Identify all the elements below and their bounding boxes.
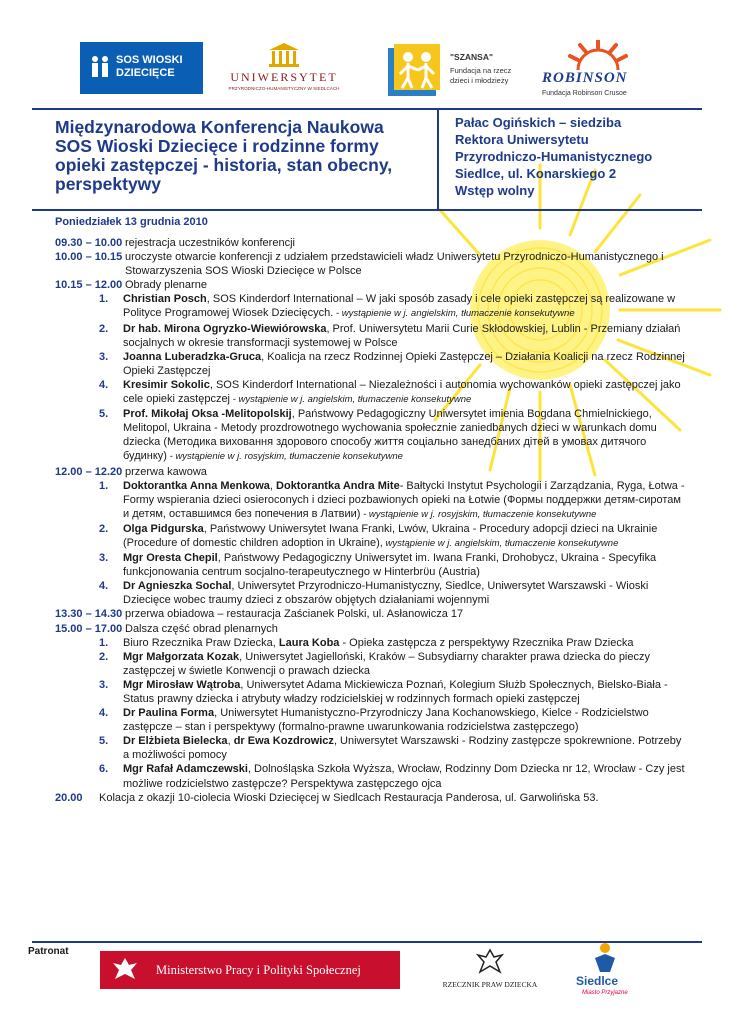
talk-item	[99, 734, 685, 762]
robinson-name: ROBINSON	[542, 70, 628, 86]
talk-details: , Uniwersytet Adama Mickiewicza Poznań, Kolegium Służb Społecznych, Bielsko-Biała - Status prawny dziecka i atrybuty władzy rodzicielskiej w rodzinnych formach opieki zastępczej	[123, 678, 668, 705]
speaker-name: Mgr Oresta Chepil	[123, 552, 218, 565]
schedule-row	[55, 278, 685, 292]
robinson-logo	[538, 40, 658, 100]
schedule-row	[55, 622, 685, 636]
siedlce-logo	[572, 942, 642, 1002]
robinson-subtitle: Fundacja Robinson Crusoe	[542, 90, 627, 97]
speaker-name: Mgr Rafał Adamczewski	[123, 763, 248, 776]
session-time: 13.30 – 14.30	[55, 608, 123, 621]
talk-item	[99, 706, 685, 734]
talk-text	[123, 522, 685, 551]
top-rule	[32, 108, 702, 110]
talk-number: 4.	[99, 378, 109, 391]
talk-number: 4.	[99, 707, 109, 720]
talk-number: 3.	[99, 552, 109, 565]
talk-details: , Uniwersytet Jagielloński, Kraków – Subsydiarny charakter prawa dziecka do pieczy zastępczej w świetle Konwencji o prawach dziecka	[123, 650, 650, 677]
talk-details: , Koalicja na rzecz Rodzinnej Opieki Zastępczej – Działania Koalicji na rzecz Rodzinnej Opieki Zastępczej	[123, 350, 685, 377]
venue-line-2: Rektora Uniwersytetu	[455, 132, 589, 147]
talk-text	[123, 650, 685, 678]
talk-details: , Uniwersytet Humanistyczno-Przyrodniczy Jana Kochanowskiego, Kielce - Rodzicielstwo zastępcze – stan i perspektywy (formalno-prawne uwarunkowania rodzicielstwa zastępczego)	[123, 707, 649, 734]
robinson-sun-icon	[568, 40, 628, 72]
schedule-row	[55, 465, 685, 479]
talk-item	[99, 762, 685, 790]
szansa-title: "SZANSA"	[450, 52, 494, 62]
schedule-row	[55, 791, 685, 805]
siedlce-slogan: Miasto Przyjazne	[582, 990, 628, 996]
children-icon	[88, 54, 112, 80]
session-desc: przerwa kawowa	[125, 465, 207, 478]
talk-note: wystąpienie w j. angielskim, tłumaczenie konsekutywne	[382, 537, 619, 549]
talk-details: , Uniwersytet Warszawski - Rodziny zastępcze spokrewnione. Potrzeby a możliwości pomocy	[123, 735, 682, 762]
schedule-row	[55, 236, 685, 250]
talk-text	[123, 551, 685, 579]
talk-text	[123, 292, 685, 321]
session-time: 09.30 – 10.00	[55, 237, 123, 249]
talk-number: 6.	[99, 763, 109, 776]
talk-item	[99, 551, 685, 579]
talk-item	[99, 636, 685, 650]
talk-text	[123, 706, 685, 734]
schedule-row	[55, 607, 685, 621]
children-figures-icon	[396, 50, 438, 90]
speaker-separator: ,	[227, 735, 234, 748]
session-time: 20.00	[55, 791, 83, 804]
ombudsman-logo	[430, 948, 550, 992]
talk-text	[123, 678, 685, 706]
speaker-name: Christian Posch	[123, 293, 207, 306]
program-schedule	[55, 236, 685, 805]
siedlce-figure-icon	[592, 942, 618, 974]
siedlce-name: Siedlce	[576, 974, 619, 988]
venue-block	[455, 114, 715, 199]
szansa-subtitle: Fundacja na rzecz dzieci i młodzieży	[450, 66, 512, 85]
session-desc: uroczyste otwarcie konferencji z udziałem przedstawicieli władz Uniwersytetu Przyrodniczo-Humanistycznego i Stowarzyszenia SOS Wioski Dziecięce w Polsce	[125, 251, 664, 278]
talk-note: - wystąpienie w j. angielskim, tłumaczenie konsekutywne	[230, 394, 472, 406]
talk-details: , SOS Kinderdorf International – Niezależności i autonomia wychowanków opieki zastępczej jako cele opieki zastępczej	[123, 378, 681, 406]
talk-item	[99, 350, 685, 378]
talk-text	[123, 579, 685, 607]
speaker-separator: ,	[269, 479, 277, 492]
speaker-name: Laura Koba	[278, 636, 340, 649]
eagle-icon	[476, 948, 504, 978]
talk-note: - wystąpienie w j. rosyjskim, tłumaczenie konsekutywne	[360, 508, 597, 520]
talk-text	[123, 636, 685, 650]
university-subtitle: PRZYRODNICZO-HUMANISTYCZNY W SIEDLCACH	[228, 86, 340, 91]
talk-details: , Prof. Uniwersytetu Marii Curie Skłodowskiej, Lublin - Przemiany działań socjalnych w okresie transformacji systemowej w Polsce	[123, 322, 681, 349]
speaker-name-2: dr Ewa Kozdrowicz	[233, 735, 334, 748]
talk-note: - wystąpienie w j. angielskim, tłumaczenie konsekutywne	[333, 308, 575, 320]
talk-number: 5.	[99, 408, 109, 421]
conference-date: Poniedziałek 13 grudnia 2010	[55, 216, 208, 228]
talk-number: 2.	[99, 522, 109, 535]
talk-number: 1.	[99, 293, 109, 306]
session-time: 10.00 – 10.15	[55, 251, 123, 264]
venue-line-5: Wstęp wolny	[455, 183, 535, 198]
speaker-name: Dr Paulina Forma	[123, 707, 215, 720]
session-desc: Dalsza część obrad plenarnych	[125, 622, 278, 635]
university-building-icon	[268, 42, 300, 68]
speaker-name: Dr Agnieszka Sochal	[123, 580, 232, 593]
university-name: UNIWERSYTET	[230, 70, 338, 84]
ministry-name: Ministerstwo Pracy i Polityki Społecznej	[156, 963, 361, 977]
patronat-label: Patronat	[28, 946, 69, 957]
talk-details: , SOS Kinderdorf International – W jaki sposób zasady i cele opieki zastępczej są realizowane w Polityce Programowej Wiosek Dziecięcych.	[123, 293, 676, 320]
talk-item	[99, 407, 685, 464]
talk-number: 3.	[99, 350, 109, 363]
speaker-name: Olga Pidgurska	[123, 522, 204, 535]
talk-details: , Dolnośląska Szkoła Wyższa, Wrocław, Rodzinny Dom Dziecka nr 12, Wrocław - Czy jest możliwe rodzicielstwo zastępcze? Perspektywa zastępczego ojca	[123, 763, 685, 790]
talk-text	[123, 378, 685, 407]
talk-text	[123, 322, 685, 350]
header-bottom-rule	[32, 209, 702, 211]
talk-text	[123, 762, 685, 790]
sos-wioski-logo	[80, 42, 203, 94]
session-desc: rejestracja uczestników konferencji	[125, 237, 295, 249]
talk-text	[123, 734, 685, 762]
talk-item	[99, 522, 685, 551]
ombudsman-name: RZECZNIK PRAW DZIECKA	[442, 980, 538, 989]
speaker-name: Joanna Luberadzka-Gruca	[123, 350, 262, 363]
university-logo	[218, 42, 350, 98]
session-time: 10.15 – 12.00	[55, 279, 123, 292]
talk-item	[99, 650, 685, 678]
speaker-name: Dr Elżbieta Bielecka	[123, 735, 228, 748]
conference-title: Międzynarodowa Konferencja Naukowa SOS Wioski Dziecięce i rodzinne formy opieki zastępczej - historia, stan obecny, perspektywy	[55, 117, 393, 194]
talk-item	[99, 378, 685, 407]
speaker-name: Mgr Mirosław Wątroba	[123, 678, 241, 691]
talk-text	[123, 350, 685, 378]
venue-line-4: Siedlce, ul. Konarskiego 2	[455, 166, 617, 181]
venue-line-1: Pałac Ogińskich – siedziba	[455, 115, 622, 130]
talk-item	[99, 678, 685, 706]
venue-line-3: Przyrodniczo-Humanistycznego	[455, 149, 653, 164]
talk-number: 2.	[99, 322, 109, 335]
talk-text	[123, 407, 685, 464]
talk-item	[99, 292, 685, 321]
talk-text	[123, 479, 685, 522]
sos-logo-text: SOS WIOSKI DZIECIĘCE	[116, 54, 183, 79]
talk-details: , Państwowy Uniwersytet Iwana Franki, Lwów, Ukraina - Procedury adopcji dzieci na Ukrainie (Procedure of domestic children adoption in Ukraine),	[123, 522, 658, 549]
talk-number: 1.	[99, 479, 109, 492]
session-desc: przerwa obiadowa – restauracja Zaścianek Polski, ul. Asłanowicza 17	[125, 608, 464, 621]
eagle-emblem-icon	[110, 955, 140, 985]
session-time: 12.00 – 12.20	[55, 465, 123, 478]
vertical-divider	[437, 108, 439, 210]
talk-item	[99, 322, 685, 350]
talk-item	[99, 479, 685, 522]
talk-number: 2.	[99, 650, 109, 663]
talk-note: - wystąpienie w j. rosyjskim, tłumaczenie konsekutywne	[166, 451, 403, 463]
talk-details: , Uniwersytet Przyrodniczo-Humanistyczny, Siedlce, Uniwersytet Warszawski - Wioski Dziecięce wobec traumy dzieci z obszarów objętych działaniami wojennymi	[123, 580, 649, 607]
session-time: 15.00 – 17.00	[55, 622, 123, 635]
speaker-name: Prof. Mikołaj Oksa -Melitopolskij	[123, 408, 292, 421]
talk-number: 3.	[99, 678, 109, 691]
speaker-name: Doktorantka Anna Menkowa	[123, 479, 270, 492]
schedule-row	[55, 250, 685, 278]
talk-details: , Państwowy Pedagogiczny Uniwersytet imienia Bogdana Chmielnickiego, Melitopol, Ukraina - Metody prozdrowotnego wychowania społecznie zaniedbanych dzieci w warunkach domu dziecka (Методика виховання здорового способу життя соціально занедбаних дітей в умовах дитячого будинку)	[123, 408, 657, 463]
talk-prefix: Biuro Rzecznika Praw Dziecka,	[123, 636, 279, 649]
talk-details: - Opieka zastępcza z perspektywy Rzecznika Praw Dziecka	[339, 636, 634, 649]
talk-details: , Państwowy Pedagogiczny Uniwersytet im. Iwana Franki, Drohobycz, Ukraina - Specyfika funkcjonowania centrum socjalno-terapeutycznego w Hinterbrϋu (Austria)	[123, 552, 657, 579]
talk-details: - Bałtycki Instytut Psychologii i Zarządzania, Ryga, Łotwa - Formy wspierania dzieci osieroconych i dzieci pozbawionych opieki na Łotwie (Формы поддержки детям-сиротам и детям, оставшимся без попечения в Латвии)	[123, 479, 685, 520]
session-desc: Kolacja z okazji 10-ciolecia Wioski Dziecięcej w Siedlcach Restauracja Panderosa, ul. Garwolińska 53.	[99, 791, 599, 804]
speaker-name: Mgr Małgorzata Kozak	[123, 650, 240, 663]
speaker-name-2: Doktorantka Andra Mite	[276, 479, 400, 492]
session-desc: Obrady plenarne	[125, 279, 207, 292]
speaker-name: Dr hab. Mirona Ogryzko-Wiewiórowska	[123, 322, 327, 335]
speaker-name: Kresimir Sokolic	[123, 378, 210, 391]
szansa-logo	[388, 44, 528, 100]
talk-number: 4.	[99, 580, 109, 593]
talk-number: 5.	[99, 735, 109, 748]
talk-item	[99, 579, 685, 607]
ministry-logo	[100, 951, 400, 989]
talk-number: 1.	[99, 636, 109, 649]
